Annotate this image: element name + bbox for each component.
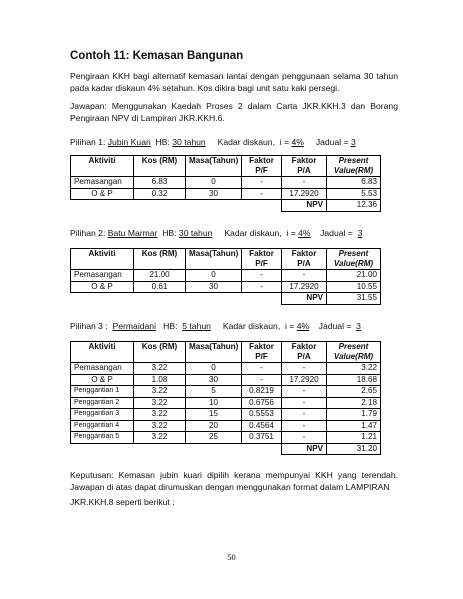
cell-pf: 0.8219 xyxy=(242,386,282,398)
npv-label: NPV xyxy=(282,200,327,212)
cell-pf: - xyxy=(242,281,282,293)
header-aktiviti: Aktiviti xyxy=(71,156,134,177)
option-2-table xyxy=(70,248,381,305)
option-3-heading xyxy=(70,321,361,331)
cell-pa: - xyxy=(282,432,327,444)
npv-row xyxy=(71,443,381,455)
option-hb: 30 tahun xyxy=(172,137,206,147)
cell-aktiviti: Penggantian 2 xyxy=(71,397,134,409)
header-faktor-pa: Faktor P/A xyxy=(282,156,327,177)
cell-masa: 30 xyxy=(186,374,242,386)
cell-kos: 3.22 xyxy=(134,363,186,375)
option-rate: 4% xyxy=(298,228,311,238)
cell-aktiviti: Penggantian 3 xyxy=(71,409,134,421)
npv-value: 31.55 xyxy=(327,293,381,305)
table-row xyxy=(71,386,381,398)
page-number: 50 xyxy=(227,552,236,562)
cell-pv: 1.47 xyxy=(327,420,381,432)
cell-aktiviti: O & P xyxy=(71,281,134,293)
table-row xyxy=(71,281,381,293)
option-jadual-label: Jadual = xyxy=(309,321,357,331)
option-jadual-label: Jadual = xyxy=(310,228,358,238)
cell-masa: 30 xyxy=(186,281,242,293)
header-faktor-pf: Faktor P/F xyxy=(242,342,282,363)
cell-pf: - xyxy=(242,374,282,386)
cell-kos: 3.22 xyxy=(134,420,186,432)
cell-kos: 0.61 xyxy=(134,281,186,293)
cell-masa: 15 xyxy=(186,409,242,421)
option-1-heading xyxy=(70,137,356,147)
cell-pa: 17.2920 xyxy=(282,281,327,293)
header-kos: Kos (RM) xyxy=(134,156,186,177)
cell-masa: 10 xyxy=(186,397,242,409)
option-jadual: 3 xyxy=(350,137,356,147)
npv-label: NPV xyxy=(282,443,327,455)
conclusion-last-line: JKR.KKH.8 seperti berikut : xyxy=(70,497,175,507)
header-present-value: Present Value(RM) xyxy=(327,342,381,363)
cell-kos: 3.22 xyxy=(134,386,186,398)
cell-aktiviti: Pemasangan xyxy=(71,177,134,189)
cell-masa: 30 xyxy=(186,188,242,200)
option-material: Jubin Kuari xyxy=(107,137,151,147)
table-row xyxy=(71,374,381,386)
cell-pf: 0.3751 xyxy=(242,432,282,444)
cell-pv: 2.18 xyxy=(327,397,381,409)
header-masa: Masa(Tahun) xyxy=(186,342,242,363)
npv-row xyxy=(71,200,381,212)
cell-pa: - xyxy=(282,270,327,282)
option-1-table xyxy=(70,155,381,212)
cell-pf: - xyxy=(242,188,282,200)
header-aktiviti: Aktiviti xyxy=(71,342,134,363)
cell-pa: - xyxy=(282,386,327,398)
option-3-table xyxy=(70,341,381,455)
option-rate: 4% xyxy=(291,137,304,147)
option-material: Permaidani xyxy=(112,321,156,331)
header-kos: Kos (RM) xyxy=(134,342,186,363)
cell-pa: - xyxy=(282,177,327,189)
cell-aktiviti: O & P xyxy=(71,374,134,386)
header-masa: Masa(Tahun) xyxy=(186,249,242,270)
cell-kos: 3.22 xyxy=(134,409,186,421)
header-present-value: Present Value(RM) xyxy=(327,156,381,177)
cell-aktiviti: Penggantian 4 xyxy=(71,420,134,432)
header-faktor-pf: Faktor P/F xyxy=(242,156,282,177)
option-hb-label: HB: xyxy=(155,321,183,331)
header-present-value: Present Value(RM) xyxy=(327,249,381,270)
cell-pa: 17.2920 xyxy=(282,374,327,386)
answer-paragraph: Jawapan: Menggunakan Kaedah Proses 2 dalam Carta JKR.KKH.3 dan Borang Pengiraan NPV di Lampiran JKR.KKH.6. xyxy=(70,101,398,123)
npv-row xyxy=(71,293,381,305)
option-rate: 4% xyxy=(296,321,310,331)
option-material: Batu Marmar xyxy=(107,228,158,238)
option-prefix: Pilihan 1: xyxy=(70,137,108,147)
cell-pf: - xyxy=(242,363,282,375)
cell-pv: 18.68 xyxy=(327,374,381,386)
cell-pv: 2.65 xyxy=(327,386,381,398)
cell-aktiviti: Penggantian 5 xyxy=(71,432,134,444)
cell-kos: 3.22 xyxy=(134,432,186,444)
option-rate-label: Kadar diskaun, i = xyxy=(212,228,299,238)
cell-pf: - xyxy=(242,177,282,189)
table-row xyxy=(71,420,381,432)
cell-aktiviti: Pemasangan xyxy=(71,270,134,282)
option-jadual-label: Jadual = xyxy=(303,137,351,147)
header-masa: Masa(Tahun) xyxy=(186,156,242,177)
table-row xyxy=(71,397,381,409)
cell-kos: 21.00 xyxy=(134,270,186,282)
npv-value: 31.20 xyxy=(327,443,381,455)
table-header-row xyxy=(71,249,381,270)
cell-masa: 0 xyxy=(186,270,242,282)
cell-pf: - xyxy=(242,270,282,282)
table-row xyxy=(71,177,381,189)
option-hb-label: HB: xyxy=(157,228,179,238)
option-rate-label: Kadar diskaun, i = xyxy=(210,321,297,331)
cell-masa: 0 xyxy=(186,177,242,189)
npv-value: 12.36 xyxy=(327,200,381,212)
option-hb: 30 tahun xyxy=(178,228,213,238)
cell-pv: 1.21 xyxy=(327,432,381,444)
cell-pv: 21.00 xyxy=(327,270,381,282)
cell-pa: - xyxy=(282,397,327,409)
option-hb: 5 tahun xyxy=(182,321,211,331)
cell-pv: 5.53 xyxy=(327,188,381,200)
header-kos: Kos (RM) xyxy=(134,249,186,270)
table-row xyxy=(71,409,381,421)
cell-pa: 17.2920 xyxy=(282,188,327,200)
header-aktiviti: Aktiviti xyxy=(71,249,134,270)
cell-masa: 20 xyxy=(186,420,242,432)
option-prefix: Pilihan 3 : xyxy=(70,321,113,331)
cell-pf: 0.4564 xyxy=(242,420,282,432)
cell-pv: 10.55 xyxy=(327,281,381,293)
cell-kos: 1.08 xyxy=(134,374,186,386)
cell-pv: 1.79 xyxy=(327,409,381,421)
cell-aktiviti: Penggantian 1 xyxy=(71,386,134,398)
cell-masa: 25 xyxy=(186,432,242,444)
option-jadual: 3 xyxy=(356,321,361,331)
cell-masa: 0 xyxy=(186,363,242,375)
table-header-row xyxy=(71,156,381,177)
header-faktor-pa: Faktor P/A xyxy=(282,249,327,270)
cell-kos: 6.83 xyxy=(134,177,186,189)
cell-pa: - xyxy=(282,420,327,432)
option-rate-label: Kadar diskaun, i = xyxy=(205,137,292,147)
header-faktor-pa: Faktor P/A xyxy=(282,342,327,363)
option-prefix: Pilihan 2: xyxy=(70,228,108,238)
cell-pa: - xyxy=(282,409,327,421)
conclusion-paragraph: Keputusan: Kemasan jubin kuari dipilih kerana mempunyai KKH yang terendah. Jawapan di atas dapat dirumuskan dengan menggunakan format dalam LAMPIRAN xyxy=(70,470,398,492)
cell-pv: 3.22 xyxy=(327,363,381,375)
cell-pv: 6.83 xyxy=(327,177,381,189)
cell-pf: 0.6756 xyxy=(242,397,282,409)
option-jadual: 3 xyxy=(357,228,363,238)
npv-label: NPV xyxy=(282,293,327,305)
table-header-row xyxy=(71,342,381,363)
option-hb-label: HB: xyxy=(150,137,173,147)
table-row xyxy=(71,188,381,200)
cell-pf: 0.5553 xyxy=(242,409,282,421)
table-row xyxy=(71,270,381,282)
table-row xyxy=(71,363,381,375)
cell-kos: 3.22 xyxy=(134,397,186,409)
intro-paragraph: Pengiraan KKH bagi alternatif kemasan lantai dengan penggunaan selama 30 tahun pada kadar diskaun 4% setahun. Kos dikira bagi unit satu kaki persegi. xyxy=(70,71,398,93)
header-faktor-pf: Faktor P/F xyxy=(242,249,282,270)
cell-kos: 0.32 xyxy=(134,188,186,200)
cell-aktiviti: O & P xyxy=(71,188,134,200)
option-2-heading xyxy=(70,228,362,238)
table-row xyxy=(71,432,381,444)
cell-pa: - xyxy=(282,363,327,375)
cell-masa: 5 xyxy=(186,386,242,398)
cell-aktiviti: Pemasangan xyxy=(71,363,134,375)
page-title: Contoh 11: Kemasan Bangunan xyxy=(70,50,244,62)
